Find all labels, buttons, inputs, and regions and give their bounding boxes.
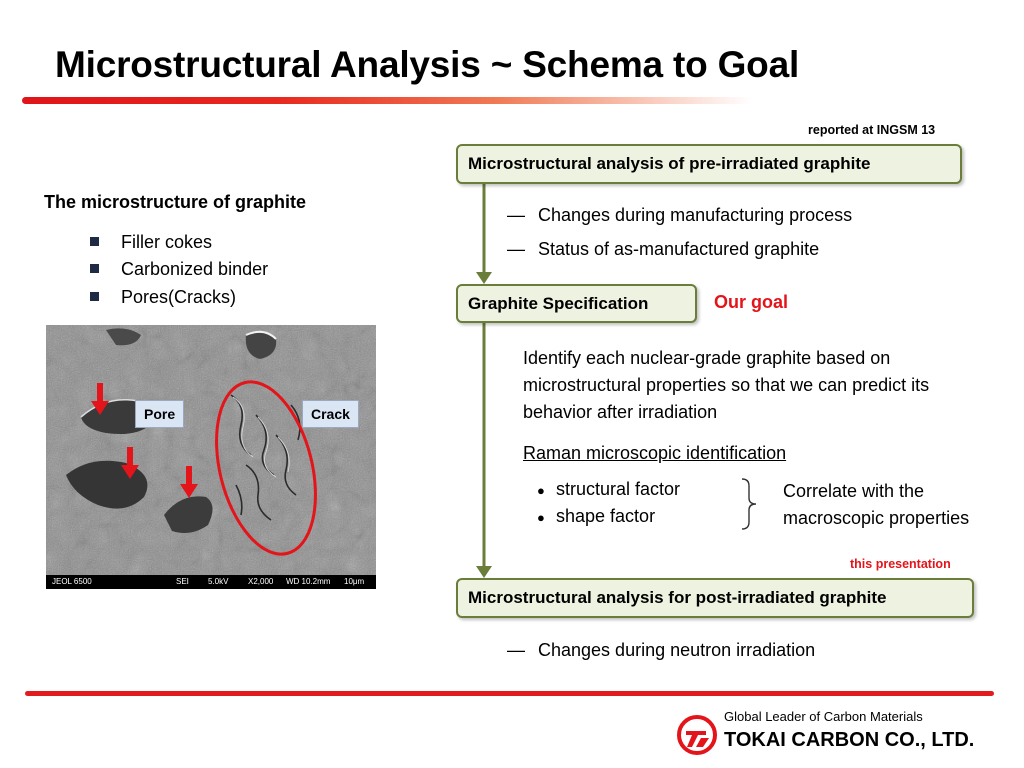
square-bullet xyxy=(90,292,99,301)
post-item-1 xyxy=(507,640,815,661)
our-goal-label: Our goal xyxy=(714,292,789,312)
reported-note: reported at INGSM 13 xyxy=(808,123,936,137)
correlate-line-1: Correlate with the xyxy=(783,481,925,501)
graphite-spec-box: Graphite Specification xyxy=(456,284,697,323)
sem-info-scale: 10μm xyxy=(344,577,365,586)
bullet-dot: ● xyxy=(537,510,545,525)
micro-item-text: Filler cokes xyxy=(121,232,213,252)
post-item-text: Changes during neutron irradiation xyxy=(538,640,816,660)
square-bullet xyxy=(90,264,99,273)
goal-description: Identify each nuclear-grade graphite based on microstructural properties so that we can predict its behavior after irradiation xyxy=(523,348,930,422)
sem-micrograph xyxy=(46,325,376,589)
micro-item-1 xyxy=(90,232,212,253)
pore-label: Pore xyxy=(135,400,184,428)
footer-company: TOKAI CARBON CO., LTD. xyxy=(724,729,975,751)
sem-info-mag: X2,000 xyxy=(248,577,274,586)
microstructure-heading: The microstructure of graphite xyxy=(44,192,307,212)
flow-arrowhead-top xyxy=(476,272,492,284)
sem-texture-coarse xyxy=(46,325,376,575)
micro-item-text: Carbonized binder xyxy=(121,259,269,279)
factor-item-2 xyxy=(523,506,655,527)
pre-item-2 xyxy=(507,239,819,260)
flow-arrowhead-bottom xyxy=(476,566,492,578)
dash-marker: — xyxy=(507,205,525,225)
post-irradiated-box: Microstructural analysis for post-irradiated graphite xyxy=(456,578,974,618)
sem-info-wd: WD 10.2mm xyxy=(286,577,331,586)
title-underline xyxy=(22,97,752,104)
crack-label: Crack xyxy=(302,400,359,428)
bullet-dot: ● xyxy=(537,483,545,498)
micro-item-2 xyxy=(90,259,268,280)
micro-item-text: Pores(Cracks) xyxy=(121,287,237,307)
dash-marker: — xyxy=(507,640,525,660)
sem-image xyxy=(46,325,376,589)
pre-item-text: Status of as-manufactured graphite xyxy=(538,239,820,259)
correlate-line-2: macroscopic properties xyxy=(783,508,970,528)
this-presentation-note: this presentation xyxy=(850,557,951,571)
flow-arrows xyxy=(470,180,500,585)
raman-heading: Raman microscopic identification xyxy=(523,443,787,463)
factor-item-1 xyxy=(523,479,680,500)
square-bullet xyxy=(90,237,99,246)
sem-info-mode: SEI xyxy=(176,577,189,586)
pre-irradiated-box: Microstructural analysis of pre-irradiated graphite xyxy=(456,144,962,184)
factor-text: structural factor xyxy=(556,479,681,499)
micro-item-3 xyxy=(90,287,236,308)
tokai-logo-icon xyxy=(676,714,718,756)
dash-marker: — xyxy=(507,239,525,259)
sem-info-text xyxy=(46,575,376,589)
right-brace xyxy=(738,476,764,532)
footer-tagline: Global Leader of Carbon Materials xyxy=(724,709,923,724)
correlate-text xyxy=(783,478,969,532)
pre-item-1 xyxy=(507,205,852,226)
slide-title: Microstructural Analysis ~ Schema to Goal xyxy=(55,44,800,85)
sem-info-model: JEOL 6500 xyxy=(52,577,92,586)
sem-info-voltage: 5.0kV xyxy=(208,577,229,586)
footer-rule xyxy=(25,691,994,696)
pre-item-text: Changes during manufacturing process xyxy=(538,205,853,225)
factor-text: shape factor xyxy=(556,506,656,526)
